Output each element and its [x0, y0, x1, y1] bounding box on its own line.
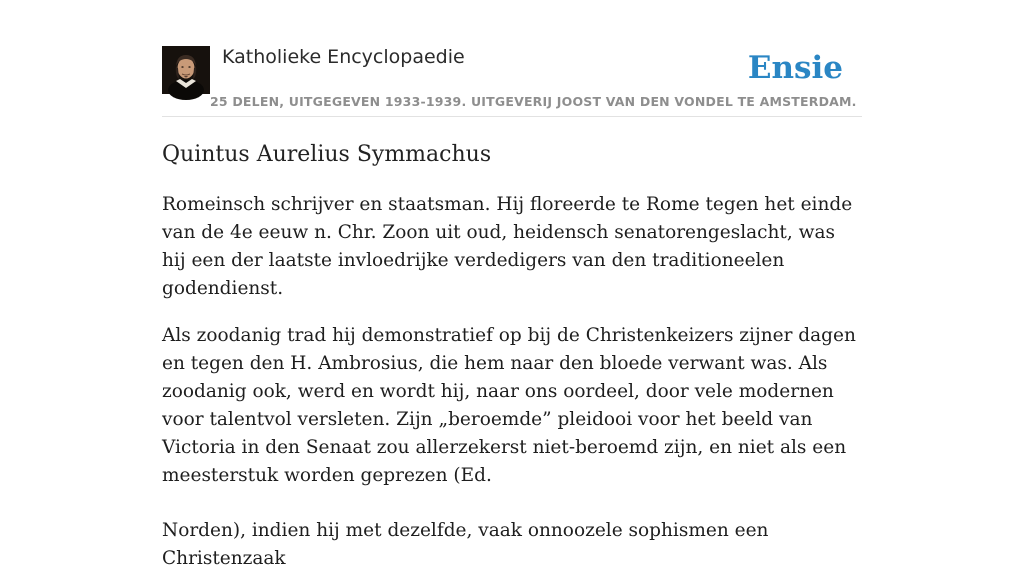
article-paragraph: Als zoodanig trad hij demonstratief op bij de Christenkeizers zijner dagen en tegen den H. Ambrosius, die hem naar den bloede verwant was. Als zoodanig ook, werd en wordt hij, naar ons oordeel, door vele modernen voor talentvol versleten. Zijn „beroemde” pleidooi voor het beeld van Victoria in den Senaat zou allerzekerst niet-beroemd zijn, en niet als een meesterstuk worden geprezen (Ed. — [162, 325, 856, 486]
brand-logo[interactable]: Ensie — [747, 50, 843, 86]
portrait-icon[interactable] — [162, 46, 210, 94]
article-paragraph: Romeinsch schrijver en staatsman. Hij floreerde te Rome tegen het einde van de 4e eeuw n. Chr. Zoon uit oud, heidensch senatorengeslacht, was hij een der laatste invloedrijke verdedigers van den traditioneelen godendienst. — [162, 194, 853, 299]
site-title[interactable]: Katholieke Encyclopaedie — [222, 46, 465, 68]
site-subtitle: 25 DELEN, UITGEGEVEN 1933-1939. UITGEVERIJ JOOST VAN DEN VONDEL TE AMSTERDAM. — [210, 94, 857, 109]
article-title: Quintus Aurelius Symmachus — [162, 142, 492, 167]
article-paragraph: Norden), indien hij met dezelfde, vaak onnoozele sophismen een Christenzaak — [162, 520, 769, 569]
site-header — [162, 44, 862, 117]
article — [162, 139, 864, 573]
